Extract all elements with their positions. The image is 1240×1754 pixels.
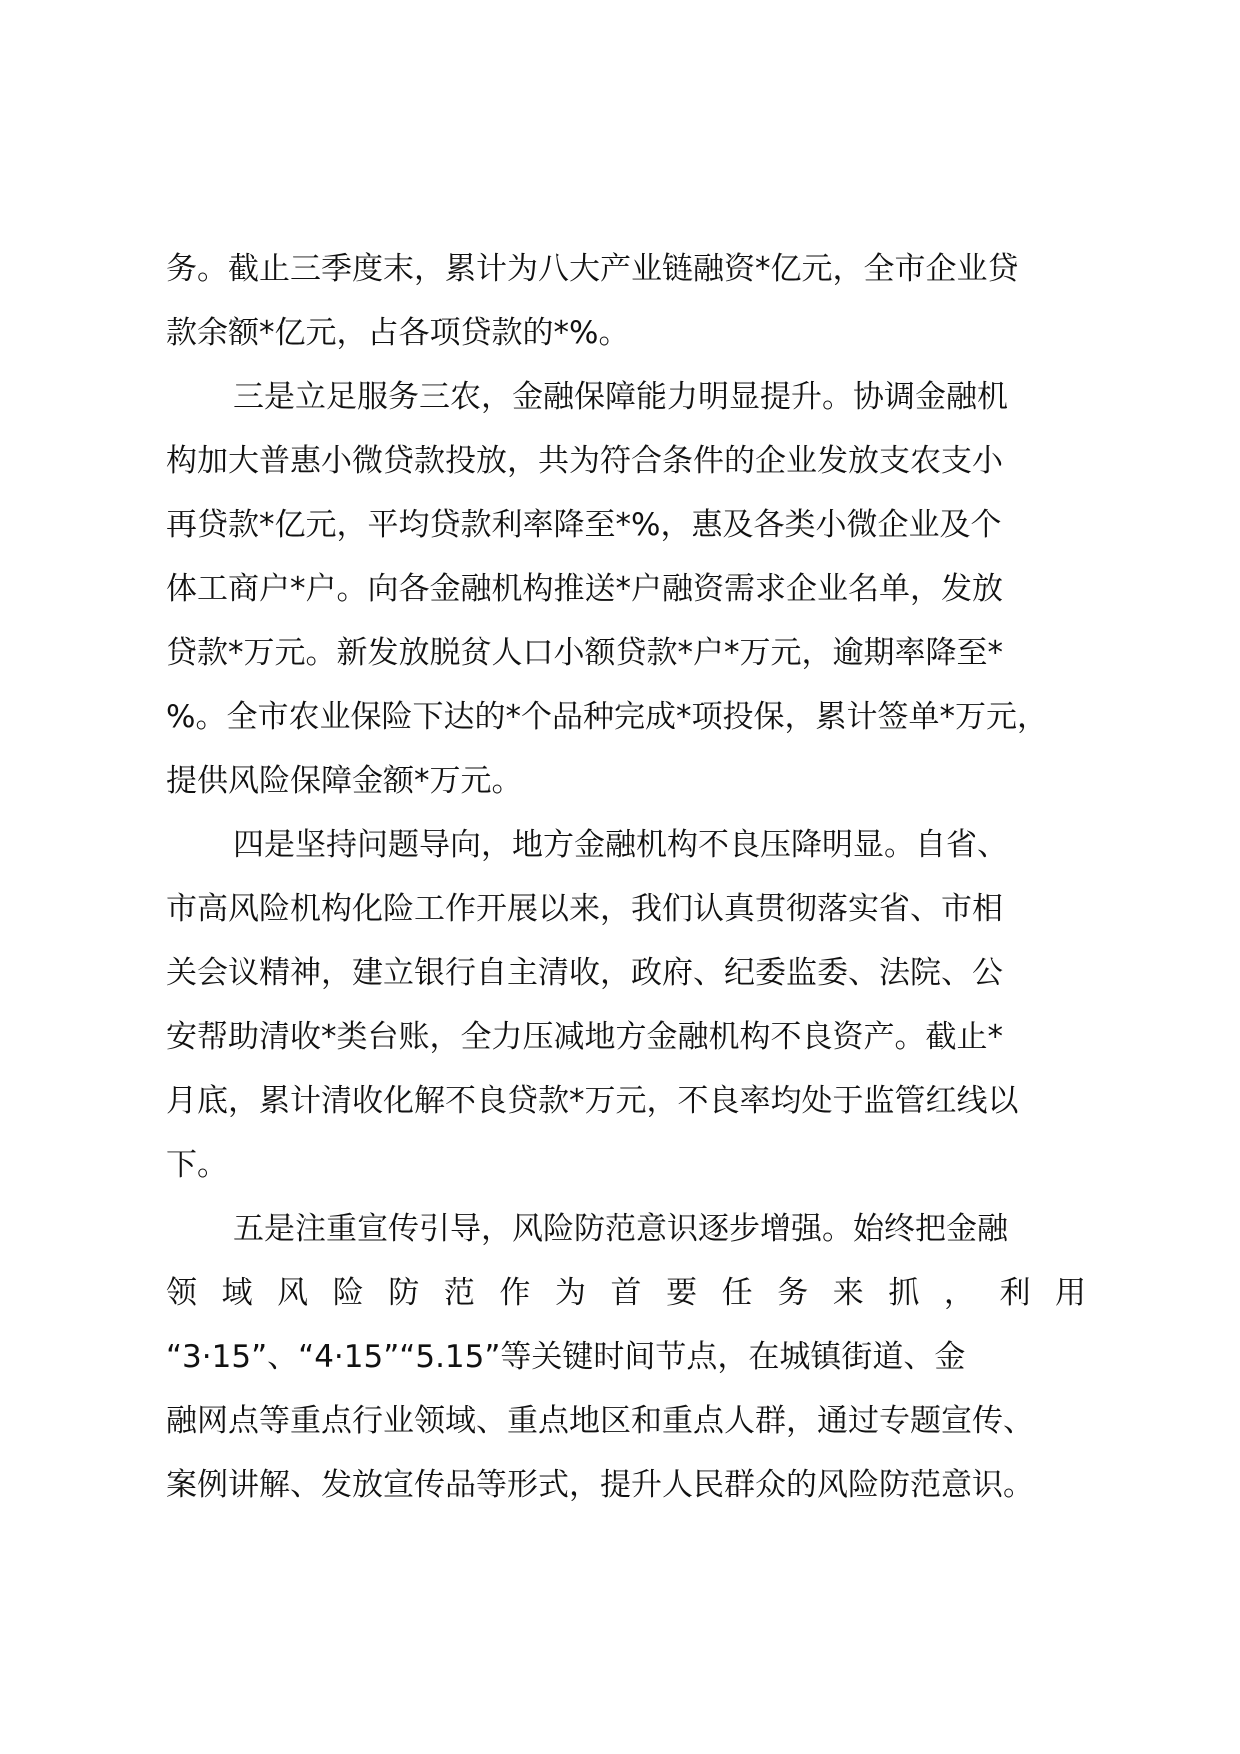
paragraph-line: 案例讲解、发放宣传品等形式，提升人民群众的风险防范意识。 xyxy=(166,1467,1034,1503)
justified-char: 险 xyxy=(332,1275,364,1311)
paragraph-line: 四是坚持问题导向，地方金融机构不良压降明显。自省、 xyxy=(233,827,1008,863)
justified-char: 任 xyxy=(721,1275,753,1311)
paragraph-line: 五是注重宣传引导，风险防范意识逐步增强。始终把金融 xyxy=(233,1211,1008,1247)
paragraph-line: 款余额*亿元，占各项贷款的*%。 xyxy=(166,315,630,351)
justified-char: ， xyxy=(943,1275,975,1311)
body-text xyxy=(166,237,1086,1517)
paragraph-line: “3·15”、“4·15”“5.15”等关键时间节点，在城镇街道、金 xyxy=(166,1339,966,1375)
justified-char: 作 xyxy=(499,1275,531,1311)
justified-char: 范 xyxy=(443,1275,475,1311)
paragraph-line: 三是立足服务三农，金融保障能力明显提升。协调金融机 xyxy=(233,379,1008,415)
justified-char: 抓 xyxy=(888,1275,920,1311)
paragraph-line: 融网点等重点行业领域、重点地区和重点人群，通过专题宣传、 xyxy=(166,1403,1034,1439)
justified-char: 来 xyxy=(832,1275,864,1311)
paragraph-line: 提供风险保障金额*万元。 xyxy=(166,763,523,799)
paragraph-line: 安帮助清收*类台账，全力压减地方金融机构不良资产。截止* xyxy=(166,1019,1003,1055)
justified-paragraph-line xyxy=(166,1261,1086,1325)
justified-char: 用 xyxy=(1055,1275,1086,1311)
justified-char: 防 xyxy=(388,1275,420,1311)
paragraph-line: 贷款*万元。新发放脱贫人口小额贷款*户*万元，逾期率降至* xyxy=(166,635,1003,671)
justified-char: 领 xyxy=(166,1275,197,1311)
paragraph-line: 体工商户*户。向各金融机构推送*户融资需求企业名单，发放 xyxy=(166,571,1003,607)
justified-char: 利 xyxy=(999,1275,1031,1311)
justified-char: 域 xyxy=(221,1275,253,1311)
paragraph-line: %。全市农业保险下达的*个品种完成*项投保，累计签单*万元， xyxy=(166,699,1048,735)
justified-char: 首 xyxy=(610,1275,642,1311)
paragraph-line: 再贷款*亿元，平均贷款利率降至*%，惠及各类小微企业及个 xyxy=(166,507,1002,543)
paragraph-line: 务。截止三季度末，累计为八大产业链融资*亿元，全市企业贷 xyxy=(166,251,1019,287)
justified-char: 风 xyxy=(277,1275,309,1311)
justified-char: 要 xyxy=(666,1275,698,1311)
paragraph-line: 月底，累计清收化解不良贷款*万元，不良率均处于监管红线以 xyxy=(166,1083,1019,1119)
paragraph-line: 市高风险机构化险工作开展以来，我们认真贯彻落实省、市相 xyxy=(166,891,1003,927)
justified-char: 务 xyxy=(777,1275,809,1311)
paragraph-line: 构加大普惠小微贷款投放，共为符合条件的企业发放支农支小 xyxy=(166,443,1003,479)
paragraph-line: 关会议精神，建立银行自主清收，政府、纪委监委、法院、公 xyxy=(166,955,1003,991)
justified-char: 为 xyxy=(554,1275,586,1311)
paragraph-line: 下。 xyxy=(166,1147,228,1183)
